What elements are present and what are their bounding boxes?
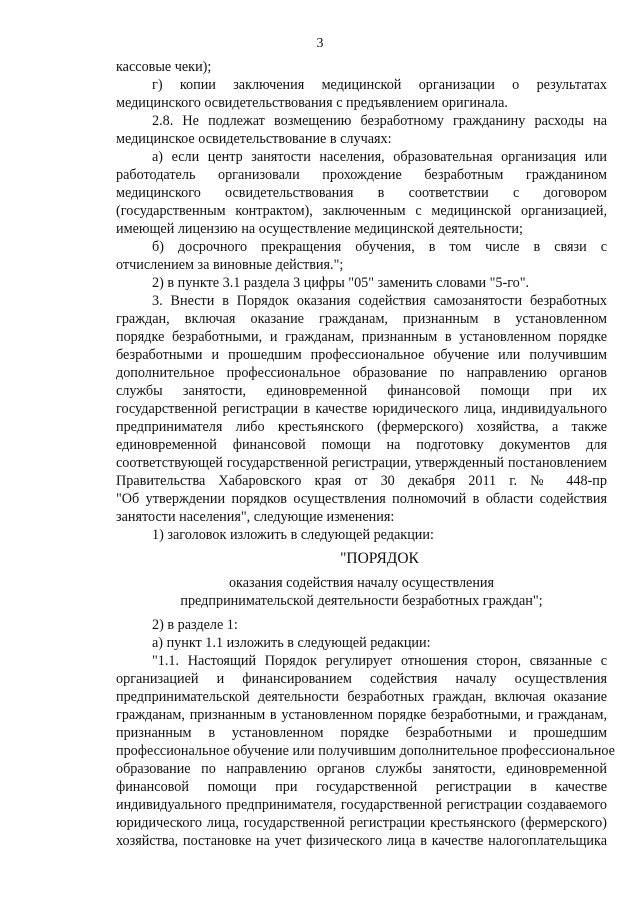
text-line: 1) заголовок изложить в следующей редакции: [152,527,434,543]
text-line: дополнительное профессиональное образование по направлению органов [116,365,607,381]
section-title: "ПОРЯДОК [340,550,419,567]
text-line: службы занятости, единовременной финансовой помощи при их [116,383,607,399]
section-subtitle: предпринимательской деятельности безработных граждан"; [180,593,543,609]
text-line: б) досрочного прекращения обучения, в том числе в связи с [152,239,607,255]
text-line: профессиональное обучение или получившим дополнительное профессиональное [116,743,615,759]
text-line: (государственным контрактом), заключенным с медицинской организацией, [116,203,607,219]
text-line: предпринимателя либо крестьянского (фермерского) хозяйства, а также [116,419,607,435]
text-line: граждан, включая оказание гражданам, признанным в установленном [116,311,607,327]
text-line: медицинского освидетельствования с предъявлением оригинала. [116,95,508,111]
text-line: соответствующей государственной регистрации, утвержденный постановлением [116,455,607,471]
text-line: 2) в пункте 3.1 раздела 3 цифры "05" заменить словами "5-го". [152,275,530,291]
text-line: образование по направлению органов службы занятости, единовременной [116,761,607,777]
text-line: 2.8. Не подлежат возмещению безработному гражданину расходы на [152,113,607,129]
text-line: работодатель организовали прохождение безработным гражданином [116,167,607,183]
text-line: а) если центр занятости населения, образовательная организация или [152,149,607,165]
text-line: кассовые чеки); [116,59,212,75]
text-line: финансовой помощи при государственной регистрации в качестве [116,779,607,795]
text-line: 3. Внести в Порядок оказания содействия самозанятости безработных [152,293,607,309]
text-line: безработными и прошедшим профессиональное обучение или получившим [116,347,607,363]
section-subtitle: оказания содействия началу осуществления [228,575,495,591]
text-line: государственной регистрации в качестве юридического лица, индивидуального [116,401,607,417]
text-line: предпринимательской деятельности безработных граждан, включая оказание [116,689,607,705]
text-line: "1.1. Настоящий Порядок регулирует отношения сторон, связанные с [152,653,607,669]
text-line: имеющей лицензию на осуществление медицинской деятельности; [116,221,523,237]
text-line: медицинского освидетельствования в соответствии с договором [116,185,607,201]
page-number: 3 [316,36,324,51]
text-line: отчислением за виновные действия."; [116,257,344,273]
text-line: порядке безработными, и гражданам, признанным в установленном порядке [116,329,607,345]
text-line: а) пункт 1.1 изложить в следующей редакции: [152,635,431,651]
text-line: гражданам, признанным в установленном порядке безработными, и гражданам, [116,707,607,723]
document-body [116,58,615,850]
text-line: занятости населения", следующие изменения: [116,509,395,525]
text-line: Правительства Хабаровского края от 30 декабря 2011 г. № 448-пр [116,473,607,489]
text-line: хозяйства, постановке на учет физического лица в качестве налогоплательщика [116,833,607,849]
text-line: признанным в установленном порядке безработными и прошедшим [116,725,607,741]
text-line: юридического лица, государственной регистрации крестьянского (фермерского) [116,815,607,831]
text-line: медицинское освидетельствование в случаях: [116,131,392,147]
text-line: индивидуального предпринимателя, государственной регистрации создаваемого [116,797,607,813]
text-line: "Об утверждении порядков осуществления полномочий в области содействия [116,491,607,507]
text-line: организацией и финансированием содействия началу осуществления [116,671,607,687]
text-line: г) копии заключения медицинской организации о результатах [152,77,607,93]
text-line: единовременной финансовой помощи на подготовку документов для [116,437,607,453]
text-line: 2) в разделе 1: [152,617,238,633]
